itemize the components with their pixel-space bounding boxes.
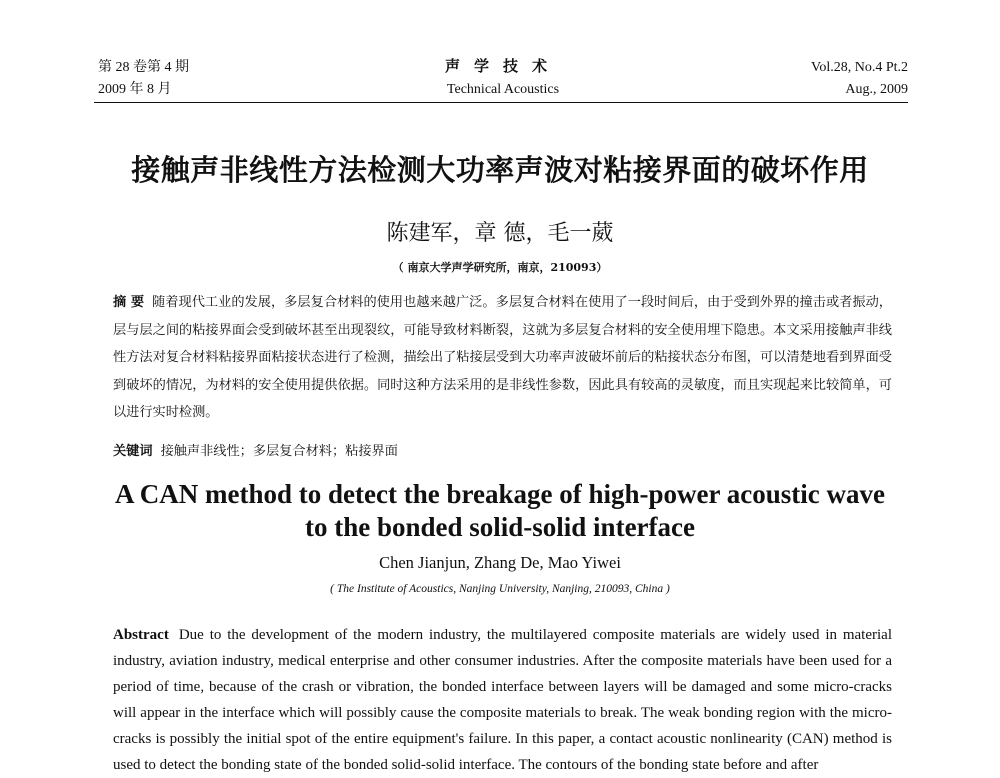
keywords-cn-label: 关键词 xyxy=(113,444,153,459)
keywords-cn xyxy=(113,440,892,464)
paper-title-en-line1: A CAN method to detect the breakage of high-power acoustic wave xyxy=(115,479,885,509)
abstract-en-text: Due to the development of the modern industry, the multilayered composite materials are widely used in material industry, aviation industry, medical enterprise and other consumer industries. After the composite materials have been used for a period of time, because of the crash or vibration, the bonded interface between layers will be damaged and some micro-cracks will appear in the interface which will possibly cause the composite materials to break. The weak bonding region with the micro-cracks is possibly the initial spot of the entire equipment's failure. In this paper, a contact acoustic nonlinearity (CAN) method is used to detect the bonding state of the bonded solid-solid interface. The contours of the bonding state before and after xyxy=(113,627,892,773)
abstract-en xyxy=(113,622,892,778)
journal-name-en: Technical Acoustics xyxy=(446,82,560,97)
abstract-cn-text: 随着现代工业的发展，多层复合材料的使用也越来越广泛。多层复合材料在使用了一段时间后，由于受到外界的撞击或者振动，层与层之间的粘接界面会受到破坏甚至出现裂纹，可能导致材料断裂，这就为多层复合材料的安全使用埋下隐患。本文采用接触声非线性方法对复合材料粘接界面粘接状态进行了检测，描绘出了粘接层受到大功率声波破坏前后的粘接状态分布图，可以清楚地看到界面受到破坏的情况，为材料的安全使用提供依据。同时这种方法采用的是非线性参数，因此具有较高的灵敏度，而且实现起来比较简单，可以进行实时检测。 xyxy=(113,295,892,420)
abstract-en-label: Abstract xyxy=(113,627,169,643)
authors-en: Chen Jianjun, Zhang De, Mao Yiwei xyxy=(379,553,621,572)
abstract-cn xyxy=(113,289,892,427)
running-header xyxy=(98,56,908,101)
paper-title-en xyxy=(60,478,940,544)
journal-name-cn: 声学技术 xyxy=(444,59,561,75)
volume-en: Vol.28, No.4 Pt.2 xyxy=(811,60,908,75)
header-divider xyxy=(94,102,908,103)
affiliation-en: ( The Institute of Acoustics, Nanjing University, Nanjing, 210093, China ) xyxy=(330,583,670,595)
abstract-cn-label: 摘 要 xyxy=(113,295,145,310)
authors-cn: 陈建军，章 德，毛一葳 xyxy=(386,221,614,246)
keywords-cn-text: 接触声非线性；多层复合材料；粘接界面 xyxy=(160,444,398,459)
volume-cn: 第 28 卷第 4 期 xyxy=(98,60,189,75)
date-cn: 2009 年 8 月 xyxy=(98,82,172,97)
paper-title-cn: 接触声非线性方法检测大功率声波对粘接界面的破坏作用 xyxy=(131,153,869,187)
date-en: Aug., 2009 xyxy=(845,82,908,97)
affiliation-cn: （ 南京大学声学研究所，南京，210093） xyxy=(392,261,608,274)
paper-title-en-line2: to the bonded solid-solid interface xyxy=(304,512,695,542)
